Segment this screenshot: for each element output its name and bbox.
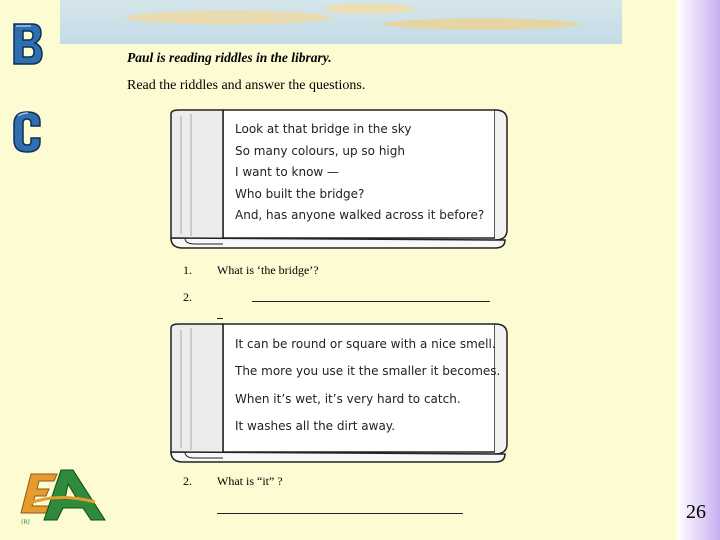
riddle1-line: I want to know — — [235, 165, 340, 179]
section-letter-c — [10, 110, 44, 154]
riddle1-line: And, has anyone walked across it before? — [235, 208, 485, 222]
riddle2-line: The more you use it the smaller it becomes. — [235, 364, 501, 378]
riddle2-line: It can be round or square with a nice smell. — [235, 337, 496, 351]
riddle1-line: Who built the bridge? — [235, 187, 365, 201]
riddle-scroll-2 — [165, 322, 527, 465]
question-text: What is “it” ? — [217, 474, 283, 488]
riddle-scroll-1 — [165, 108, 527, 251]
question-number: 2. — [183, 474, 192, 488]
answer-line[interactable] — [217, 513, 463, 514]
page-number: 26 — [686, 501, 706, 523]
riddle2-line: When it’s wet, it’s very hard to catch. — [235, 392, 461, 406]
answer-line-stub — [217, 318, 223, 319]
riddle2-line: It washes all the dirt away. — [235, 419, 396, 433]
riddle1-line: Look at that bridge in the sky — [235, 122, 412, 136]
riddle1-line: So many colours, up so high — [235, 144, 405, 158]
question-number: 1. — [183, 263, 192, 277]
map-banner-image — [60, 0, 622, 44]
section-letter-b — [10, 22, 44, 66]
ea-logo — [17, 468, 109, 526]
page-title: Paul is reading riddles in the library. — [127, 50, 332, 65]
question-number: 2. — [183, 290, 192, 304]
instruction-text: Read the riddles and answer the questions. — [127, 78, 366, 93]
answer-line[interactable] — [252, 301, 490, 302]
right-sidebar — [677, 0, 720, 540]
logo-registered-mark: (R) — [21, 519, 30, 526]
question-text: What is ‘the bridge’? — [217, 263, 319, 277]
